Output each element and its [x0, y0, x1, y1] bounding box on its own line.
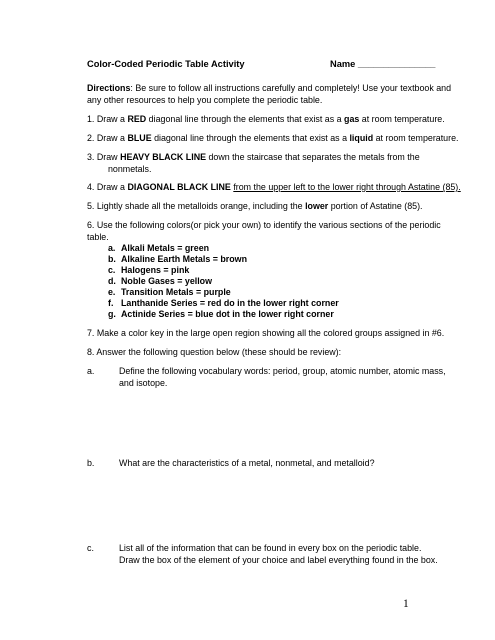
instruction-3-continued: nonmetals.	[108, 164, 152, 174]
instruction-text: Answer the following question below (these should be review):	[96, 347, 342, 357]
list-letter: b.	[108, 254, 116, 264]
instruction-number: 2.	[87, 133, 95, 143]
directions-text-1: : Be sure to follow all instructions carefully and completely! Use your textbook and	[130, 83, 452, 93]
instruction-text: Draw a	[96, 182, 128, 192]
instruction-number: 7.	[87, 328, 95, 338]
instruction-text: Lightly shade all the metalloids orange, including the	[96, 201, 306, 211]
list-letter: a.	[108, 243, 116, 253]
question-letter: c.	[87, 543, 94, 553]
instruction-emphasis: lower	[305, 201, 329, 211]
instruction-8	[87, 347, 341, 358]
color-list-item	[108, 287, 231, 298]
list-letter: d.	[108, 276, 116, 286]
instruction-number: 6.	[87, 220, 95, 230]
instruction-7	[87, 328, 444, 339]
instruction-text: Make a color key in the large open region showing all the colored groups assigned in #6.	[96, 328, 445, 338]
instruction-text: at room temperature.	[373, 133, 459, 143]
color-list-item	[108, 276, 212, 287]
page-title: Color-Coded Periodic Table Activity	[87, 59, 245, 69]
list-letter: e.	[108, 287, 116, 297]
directions-label: Directions	[87, 83, 131, 93]
list-text: Noble Gases = yellow	[121, 276, 213, 286]
instruction-text: portion of Astatine (85).	[328, 201, 423, 211]
instruction-3	[87, 152, 420, 163]
question-b-line-1: What are the characteristics of a metal, nonmetal, and metalloid?	[119, 458, 375, 468]
instruction-number: 8.	[87, 347, 95, 357]
question-c-line-2: Draw the box of the element of your choice and label everything found in the box.	[119, 555, 438, 565]
question-c-line-1: List all of the information that can be found in every box on the periodic table.	[119, 543, 422, 553]
list-text: Actinide Series = blue dot in the lower right corner	[121, 309, 334, 319]
list-letter: c.	[108, 265, 116, 275]
color-list-item	[108, 265, 189, 276]
instruction-number: 5.	[87, 201, 95, 211]
instruction-text: Draw a	[96, 133, 128, 143]
color-list-item	[108, 254, 247, 265]
instruction-emphasis: RED	[127, 114, 147, 124]
color-list-item	[108, 309, 334, 320]
instruction-text: Use the following colors(or pick your own) to identify the various sections of the periodic	[96, 220, 441, 230]
instruction-emphasis: liquid	[349, 133, 374, 143]
instruction-emphasis: gas	[344, 114, 360, 124]
question-a-line-2: and isotope.	[119, 378, 168, 388]
instruction-emphasis: BLUE	[127, 133, 152, 143]
list-text: Lanthanide Series = red do in the lower right corner	[121, 298, 339, 308]
list-text: Alkaline Earth Metals = brown	[121, 254, 248, 264]
instruction-emphasis: DIAGONAL BLACK LINE	[127, 182, 231, 192]
question-letter: a.	[87, 366, 95, 376]
list-text: Transition Metals = purple	[121, 287, 231, 297]
page-number: 1	[403, 598, 409, 610]
instruction-number: 4.	[87, 182, 95, 192]
name-field-label: Name _______________	[330, 59, 436, 69]
instruction-6-continued: table.	[87, 232, 109, 242]
instruction-text: down the staircase that separates the metals from the	[206, 152, 420, 162]
instruction-text: diagonal line through the elements that exist as a	[146, 114, 345, 124]
directions-line-1	[87, 83, 451, 94]
directions-line-2: any other resources to help you complete the periodic table.	[87, 95, 323, 105]
list-letter: f.	[108, 298, 114, 308]
color-list-item	[108, 243, 209, 254]
instruction-number: 3.	[87, 152, 95, 162]
instruction-emphasis: HEAVY BLACK LINE	[120, 152, 207, 162]
instruction-text: Draw a	[96, 114, 128, 124]
instruction-2	[87, 133, 458, 144]
instruction-1	[87, 114, 445, 125]
instruction-number: 1.	[87, 114, 95, 124]
instruction-underlined: from the upper left to the lower right through Astatine (85).	[233, 182, 461, 192]
instruction-text: at room temperature.	[359, 114, 445, 124]
instruction-text: Draw	[96, 152, 121, 162]
instruction-text: diagonal line through the elements that exist as a	[151, 133, 350, 143]
color-list-item	[108, 298, 339, 309]
question-letter: b.	[87, 458, 95, 468]
list-text: Halogens = pink	[121, 265, 190, 275]
list-letter: g.	[108, 309, 116, 319]
instruction-6	[87, 220, 441, 231]
instruction-4	[87, 182, 461, 193]
instruction-5	[87, 201, 423, 212]
question-a-line-1: Define the following vocabulary words: period, group, atomic number, atomic mass,	[119, 366, 446, 376]
list-text: Alkali Metals = green	[121, 243, 210, 253]
